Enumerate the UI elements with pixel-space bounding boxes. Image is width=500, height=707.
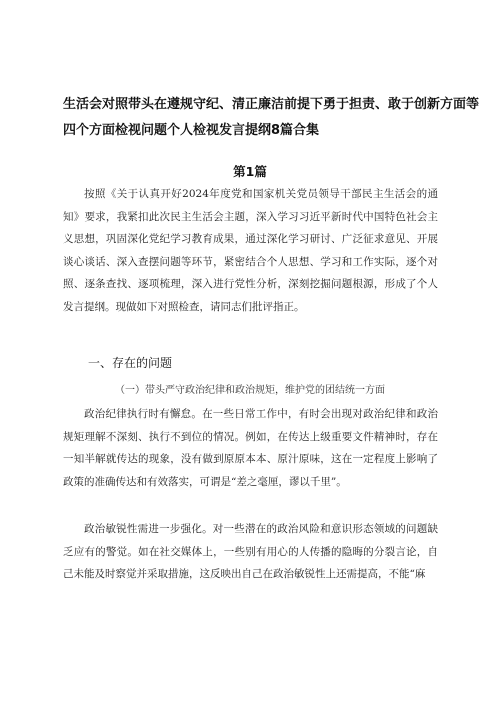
section-heading: 一、存在的问题 bbox=[88, 356, 173, 370]
title-line-2: 四个方面检视问题个人检视发言提纲8篇合集 bbox=[63, 123, 320, 138]
body-paragraph-1: 政治纪律执行时有懈怠。在一些日常工作中，有时会出现对政治纪律和政治规矩理解不深刻、执行不到位的情况。例如，在传达上级重要文件精神时，存在一知半解就传达的现象，没有做到原原本本、原汁原味，这在一定程度上影响了政策的准确传达和有效落实，可谓是“差之毫厘，谬以千里”。 bbox=[63, 408, 438, 488]
body-paragraph-2: 政治敏锐性需进一步强化。对一些潜在的政治风险和意识形态领域的问题缺乏应有的警觉。如在社交媒体上，一些别有用心的人传播的隐晦的分裂言论，自己未能及时察觉并采取措施，这反映出自己在政治敏锐性上还需提高，不能“麻 bbox=[63, 523, 438, 581]
chapter-heading: 第1篇 bbox=[233, 164, 267, 179]
title-line-1: 生活会对照带头在遵规守纪、清正廉洁前提下勇于担责、敢于创新方面等 bbox=[63, 97, 480, 112]
intro-paragraph: 按照《关于认真开好2024年度党和国家机关党员领导干部民主生活会的通知》要求，我紧扣此次民主生活会主题，深入学习习近平新时代中国特色社会主义思想，巩固深化党纪学习教育成果，通过深化学习研讨、广泛征求意见、开展谈心谈话、深入查摆问题等环节，紧密结合个人思想、学习和工作实际，逐个对照、逐条查找、逐项梳理，深入进行党性分析，深刻挖掘问题根源，形成了个人发言提纲。现做如下对照检查，请同志们批评指正。 bbox=[63, 188, 438, 313]
subsection-heading: （一）带头严守政治纪律和政治规矩，维护党的团结统一方面 bbox=[115, 385, 385, 396]
document-title bbox=[63, 92, 480, 144]
